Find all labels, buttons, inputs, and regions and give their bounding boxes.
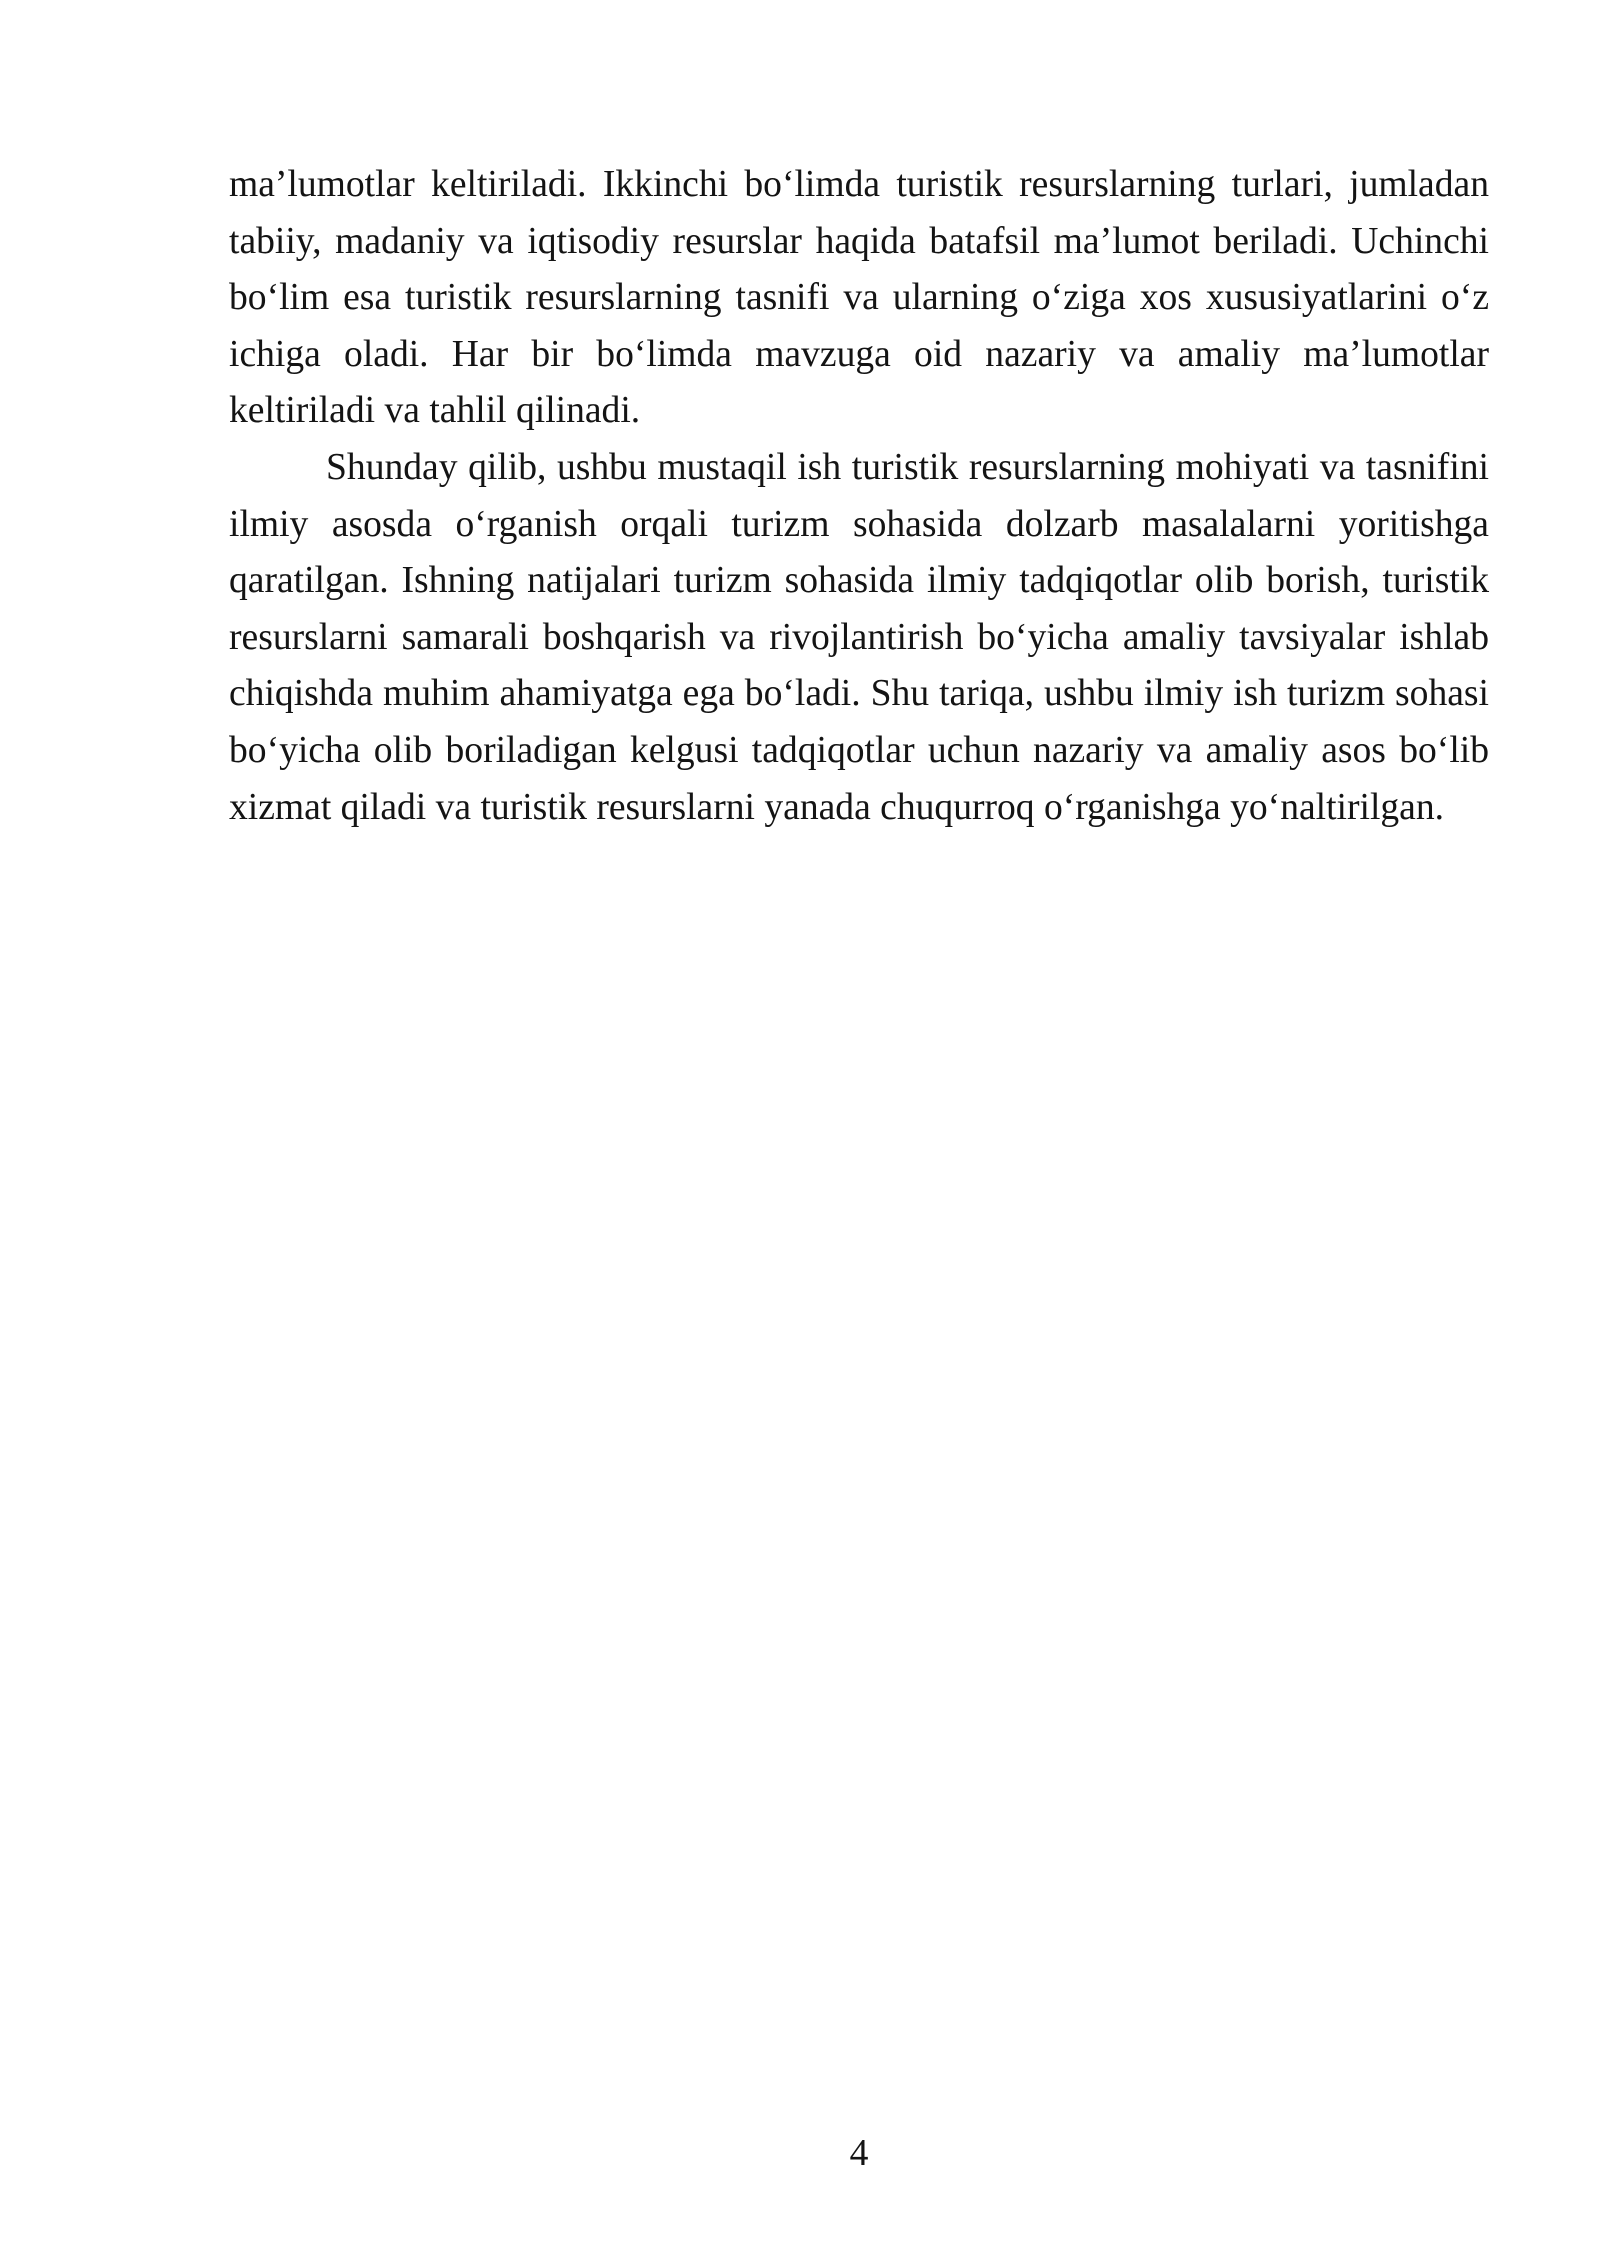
text-line: xizmat qiladi va turistik resurslarni yanada chuqurroq o‘rganishga yo‘naltirilgan. xyxy=(229,786,1445,828)
paragraph-1 xyxy=(229,157,1489,440)
text-line: ma’lumotlar keltiriladi. Ikkinchi bo‘limda turistik resurslarning turlari, jumladan xyxy=(229,164,1489,205)
text-line: qaratilgan. Ishning natijalari turizm sohasida ilmiy tadqiqotlar olib borish, turistik xyxy=(229,560,1489,602)
text-line: resurslarni samarali boshqarish va rivojlantirish bo‘yicha amaliy tavsiyalar ishlab xyxy=(229,616,1489,658)
page-number: 4 xyxy=(849,2133,869,2174)
text-line: Shunday qilib, ushbu mustaqil ish turistik resurslarning mohiyati va tasnifini xyxy=(326,446,1489,488)
text-line: chiqishda muhim ahamiyatga ega bo‘ladi. Shu tariqa, ushbu ilmiy ish turizm sohasi xyxy=(229,673,1489,715)
text-line: bo‘yicha olib boriladigan kelgusi tadqiqotlar uchun nazariy va amaliy asos bo‘lib xyxy=(229,729,1489,771)
body-text xyxy=(229,157,1489,836)
text-line: ilmiy asosda o‘rganish orqali turizm sohasida dolzarb masalalarni yoritishga xyxy=(229,503,1489,545)
text-line: keltiriladi va tahlil qilinadi. xyxy=(229,390,641,432)
text-line: tabiiy, madaniy va iqtisodiy resurslar haqida batafsil ma’lumot beriladi. Uchinchi xyxy=(229,220,1489,262)
paragraph-2 xyxy=(229,440,1489,836)
text-line: ichiga oladi. Har bir bo‘limda mavzuga oid nazariy va amaliy ma’lumotlar xyxy=(229,333,1489,375)
text-line: bo‘lim esa turistik resurslarning tasnifi va ularning o‘ziga xos xususiyatlarini o‘z xyxy=(229,277,1489,319)
